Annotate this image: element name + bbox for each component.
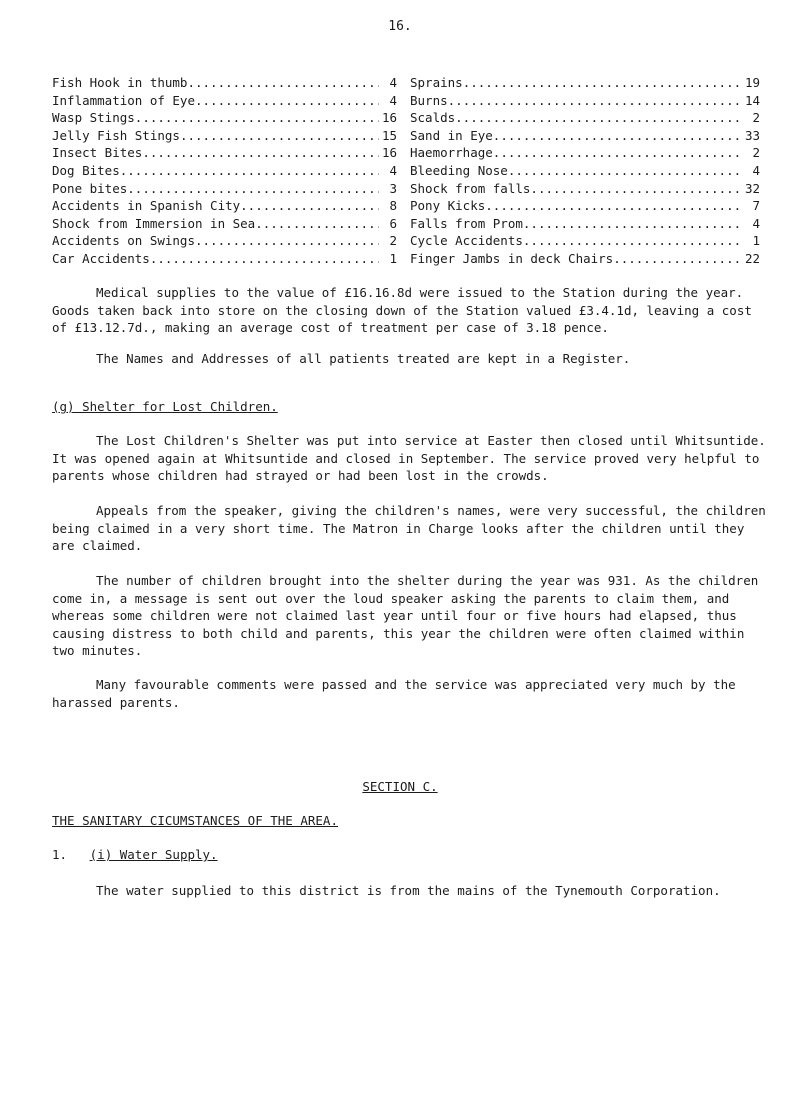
injury-label: Cycle Accidents	[410, 233, 523, 249]
leader-dots	[613, 250, 742, 268]
injury-label: Shock from Immersion in Sea	[52, 215, 256, 231]
injury-count: 4	[752, 215, 760, 231]
injury-count: 22	[744, 250, 760, 266]
injury-row	[410, 74, 760, 92]
water-supply-paragraph: The water supplied to this district is from the mains of the Tynemouth Corporation.	[96, 883, 721, 898]
leader-dots	[493, 127, 742, 145]
injury-count: 4	[389, 75, 397, 90]
leader-dots	[135, 109, 379, 127]
injury-row	[52, 92, 397, 110]
injury-row	[410, 144, 760, 162]
left-injury-list	[52, 74, 397, 268]
leader-dots	[240, 197, 379, 215]
register-paragraph: The Names and Addresses of all patients treated are kept in a Register.	[96, 351, 631, 366]
injury-count: 6	[389, 215, 397, 231]
injury-label: Bleeding Nose	[410, 162, 508, 178]
injury-count: 2	[752, 145, 760, 161]
injury-count: 1	[389, 250, 397, 266]
injury-count: 16	[381, 110, 397, 126]
shelter-paragraph-2: Appeals from the speaker, giving the children's names, were very successful, the children being claimed in a very short time. The Matron in Charge looks after the children until they are claimed.	[52, 503, 766, 554]
injury-row	[410, 109, 760, 127]
leader-dots	[195, 232, 379, 250]
medical-supplies-paragraph: Medical supplies to the value of £16.16.8d were issued to the Station during the year. Goods taken back into store on the closing down of the Station valued £3.4.1d, leaving a cost of £13.12.7d., making an average cost of treatment per case of 3.18 pence.	[52, 285, 752, 336]
shelter-paragraph-1: The Lost Children's Shelter was put into service at Easter then closed until Whitsuntide. It was opened again at Whitsuntide and closed in September. The service proved very helpful to parents whose children had strayed or had been lost in the crowds.	[52, 433, 766, 484]
item-heading: (i) Water Supply.	[89, 847, 218, 862]
leader-dots	[150, 250, 379, 268]
section-title	[0, 778, 800, 796]
section-subtitle: THE SANITARY CICUMSTANCES OF THE AREA.	[52, 813, 338, 828]
injury-row	[52, 215, 397, 233]
injury-label: Scalds	[410, 110, 456, 126]
shelter-paragraph-4: Many favourable comments were passed and the service was appreciated very much by the harassed parents.	[52, 677, 736, 710]
leader-dots	[195, 92, 379, 110]
injury-label: Insect Bites	[52, 145, 143, 161]
injury-label: Inflammation of Eye	[52, 92, 195, 108]
injury-count: 19	[744, 75, 760, 90]
injury-row	[410, 162, 760, 180]
injury-count: 8	[389, 198, 397, 214]
water-supply-heading	[52, 846, 218, 864]
injury-label: Finger Jambs in deck Chairs	[410, 250, 614, 266]
injury-row	[52, 232, 397, 250]
leader-dots	[463, 74, 742, 92]
injury-label: Falls from Prom	[410, 215, 523, 231]
leader-dots	[523, 215, 742, 233]
leader-dots	[448, 92, 742, 110]
injury-count: 7	[752, 198, 760, 214]
item-number: 1.	[52, 847, 68, 862]
injury-label: Fish Hook in thumb	[52, 75, 188, 90]
injury-label: Dog Bites	[52, 162, 120, 178]
injury-count: 33	[744, 127, 760, 143]
leader-dots	[142, 144, 379, 162]
shelter-heading: (g) Shelter for Lost Children.	[52, 399, 278, 414]
injury-count: 32	[744, 180, 760, 196]
injury-row	[410, 92, 760, 110]
leader-dots	[255, 215, 379, 233]
right-injury-list	[410, 74, 760, 268]
injury-count: 3	[389, 180, 397, 196]
injury-count: 16	[381, 145, 397, 161]
injury-row	[52, 180, 397, 198]
leader-dots	[523, 232, 742, 250]
injury-row	[52, 127, 397, 145]
injury-row	[52, 109, 397, 127]
injury-label: Accidents in Spanish City	[52, 198, 241, 214]
injury-row	[410, 197, 760, 215]
injury-label: Burns	[410, 92, 448, 108]
injury-label: Accidents on Swings	[52, 233, 195, 249]
injury-label: Pony Kicks	[410, 198, 486, 214]
injury-row	[52, 197, 397, 215]
leader-dots	[187, 74, 379, 92]
injury-label: Haemorrhage	[410, 145, 493, 161]
section-title-text: SECTION C.	[362, 779, 438, 794]
injury-count: 4	[752, 162, 760, 178]
injury-row	[410, 215, 760, 233]
leader-dots	[127, 180, 379, 198]
injury-row	[52, 74, 397, 92]
shelter-paragraph-3: The number of children brought into the shelter during the year was 931. As the children come in, a message is sent out over the loud speaker asking the parents to claim them, and whereas some children were not claimed last year until four or five hours had elapsed, thus causing distress to both child and parents, this year the children were often claimed within two minutes.	[52, 573, 759, 659]
injury-row	[52, 162, 397, 180]
injury-count: 4	[389, 92, 397, 108]
injury-row	[410, 127, 760, 145]
leader-dots	[455, 109, 742, 127]
leader-dots	[120, 162, 379, 180]
injury-row	[410, 250, 760, 268]
page-number: 16.	[388, 19, 412, 34]
injury-label: Sand in Eye	[410, 127, 493, 143]
injury-count: 1	[752, 233, 760, 249]
injury-row	[410, 232, 760, 250]
injury-label: Jelly Fish Stings	[52, 127, 180, 143]
leader-dots	[493, 144, 742, 162]
injury-row	[52, 250, 397, 268]
injury-count: 15	[381, 127, 397, 143]
injury-label: Sprains	[410, 75, 463, 90]
injury-label: Shock from falls	[410, 180, 531, 196]
injury-label: Pone bites	[52, 180, 128, 196]
injury-row	[410, 180, 760, 198]
leader-dots	[485, 197, 742, 215]
injury-count: 2	[389, 233, 397, 249]
injury-count: 4	[389, 162, 397, 178]
injury-count: 2	[752, 110, 760, 126]
injury-row	[52, 144, 397, 162]
injury-label: Car Accidents	[52, 250, 150, 266]
leader-dots	[530, 180, 742, 198]
injury-label: Wasp Stings	[52, 110, 135, 126]
leader-dots	[508, 162, 742, 180]
injury-count: 14	[744, 92, 760, 108]
leader-dots	[180, 127, 379, 145]
